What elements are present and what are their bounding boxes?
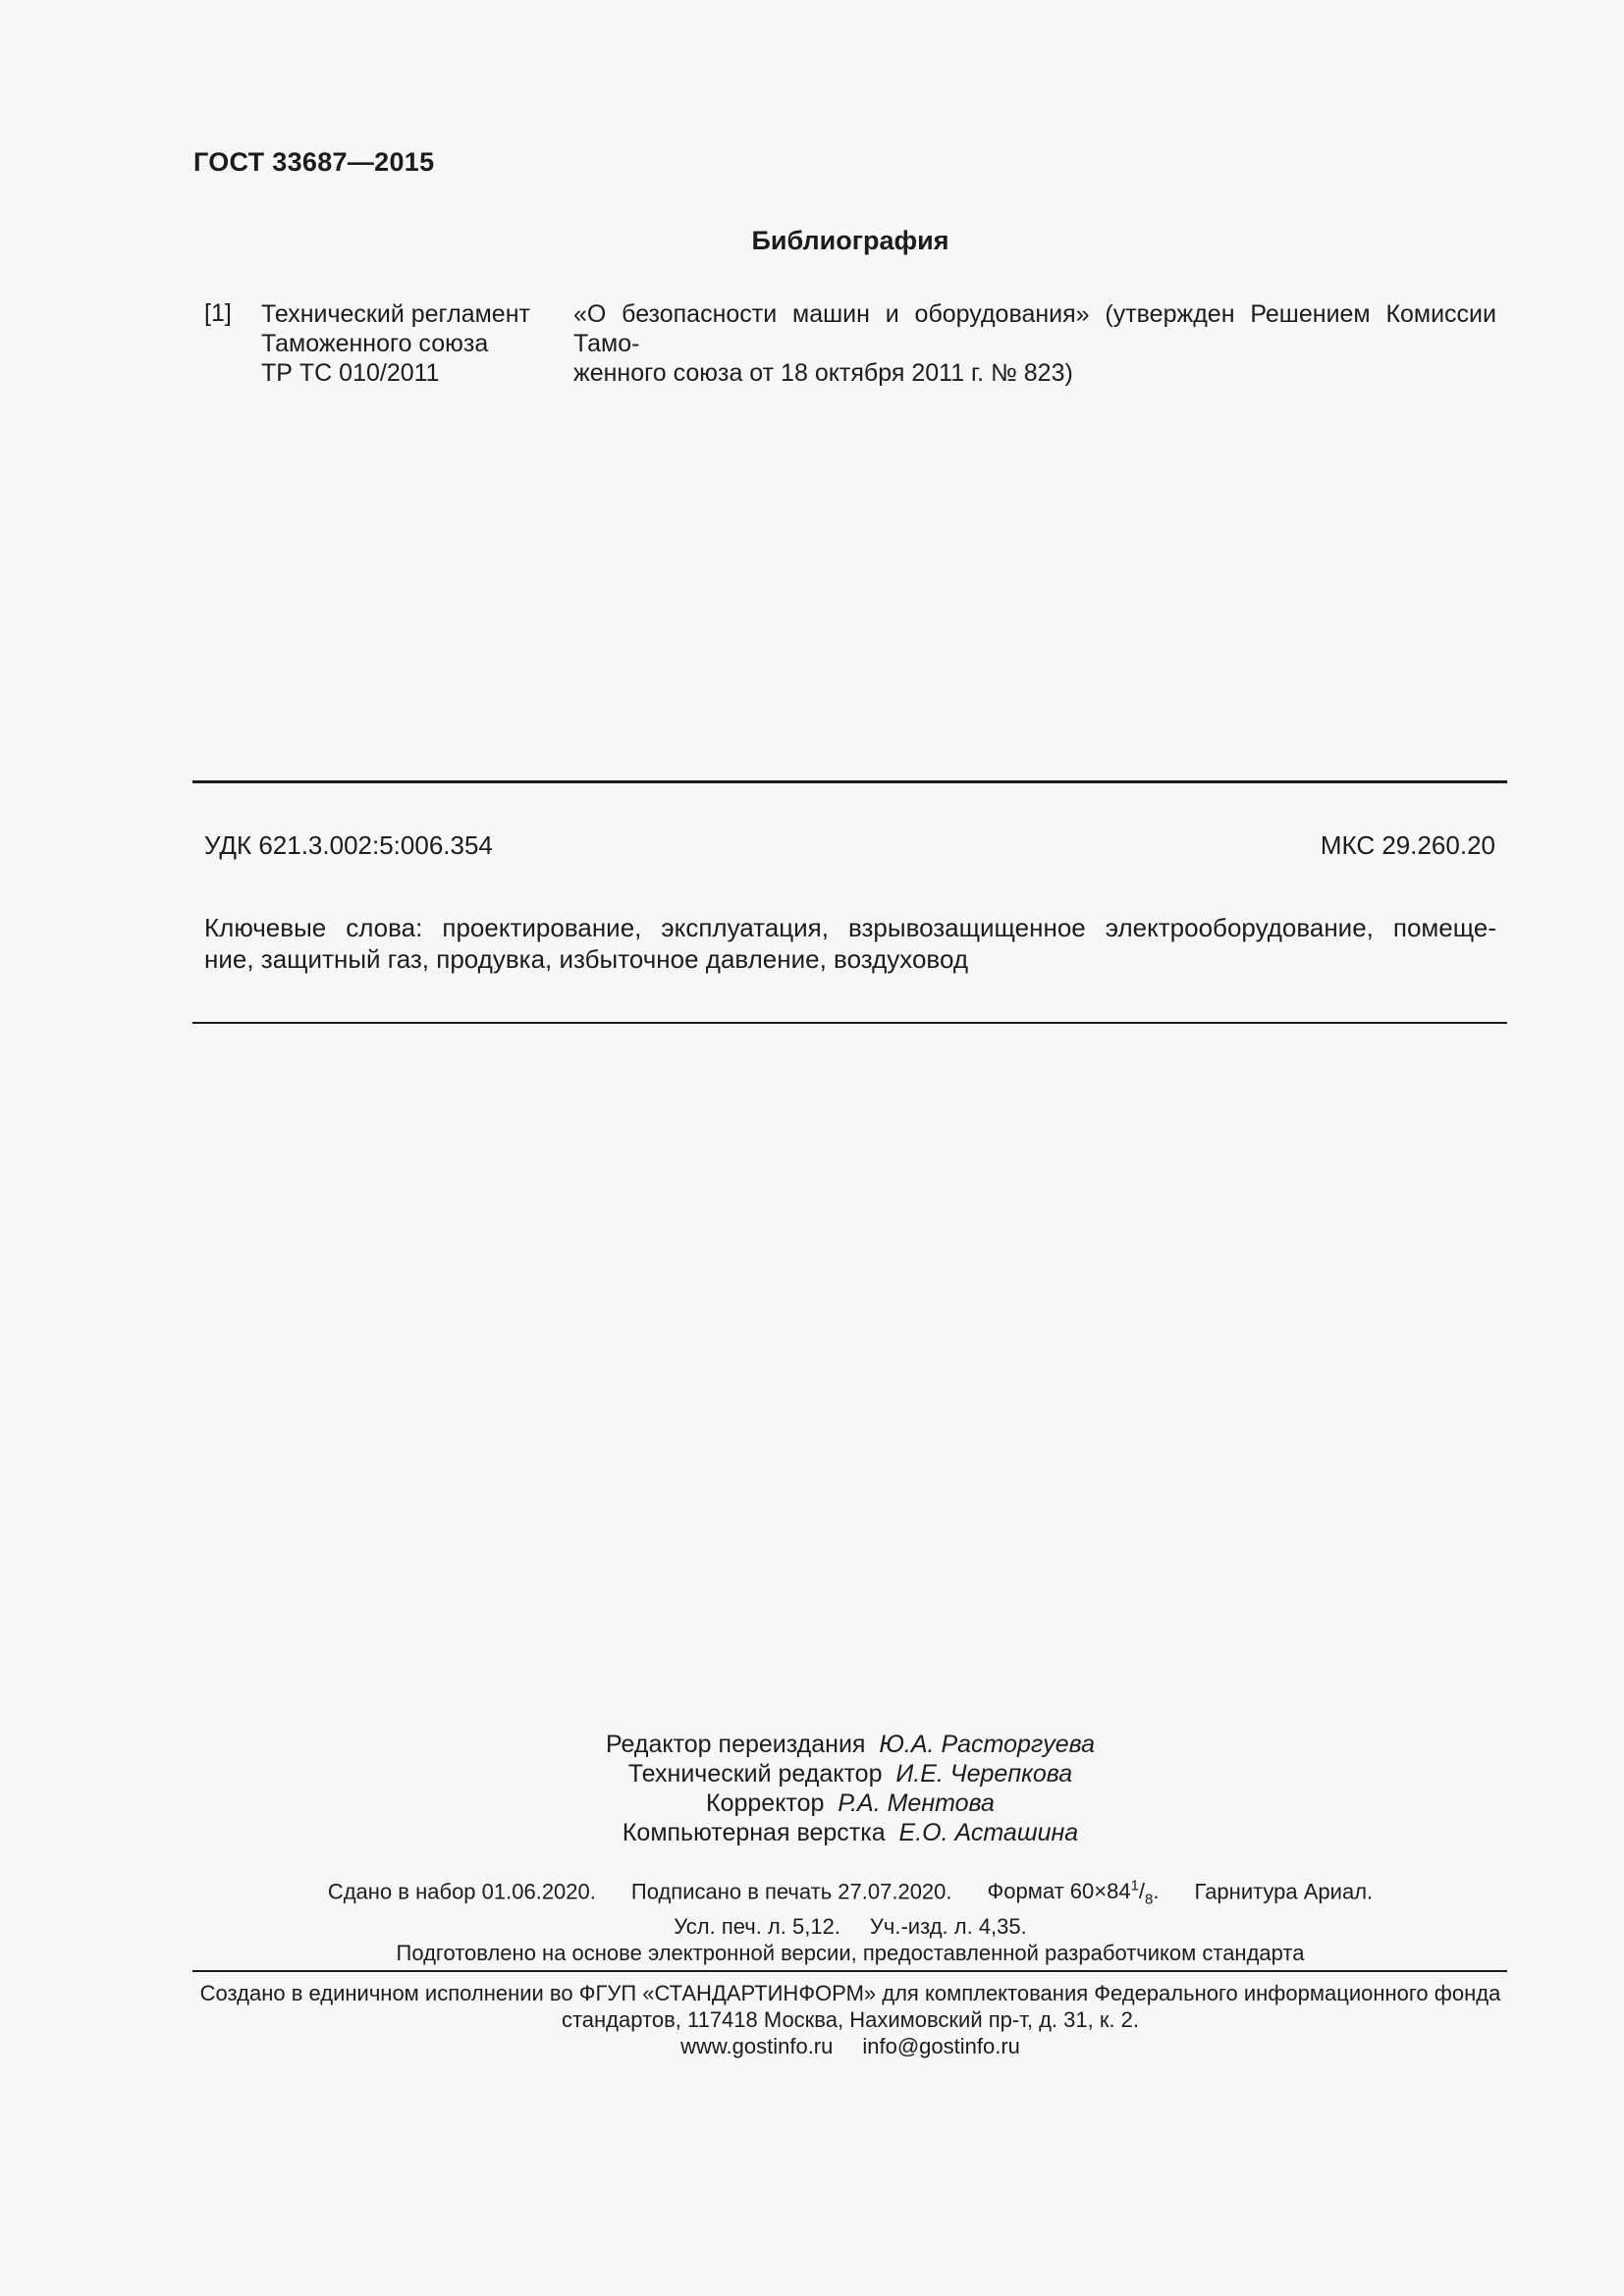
signed-date: Подписано в печать 27.07.2020. xyxy=(630,1879,952,1904)
submitted-date: Сдано в набор 01.06.2020. xyxy=(327,1879,596,1904)
reference-description-line: «О безопасности машин и оборудования» (утвержден Решением Комиссии Тамо- xyxy=(573,300,1496,357)
credit-role: Компьютерная верстка xyxy=(622,1819,886,1846)
reference-source-line: Технический регламент xyxy=(261,300,530,328)
edit-sheets: Уч.-изд. л. 4,35. xyxy=(869,1913,1027,1939)
keywords xyxy=(204,912,1496,975)
publisher-contacts xyxy=(0,2033,1624,2059)
email-link[interactable]: info@gostinfo.ru xyxy=(862,2034,1020,2058)
credit-role: Корректор xyxy=(706,1789,825,1817)
section-divider xyxy=(192,1022,1507,1024)
prepared-note: Подготовлено на основе электронной версии, предоставленной разработчиком стандарта xyxy=(396,1940,1305,1965)
credit-line xyxy=(0,1818,1624,1847)
print-sheets: Усл. печ. л. 5,12. xyxy=(674,1913,840,1939)
credit-name: Ю.А. Расторгуева xyxy=(879,1731,1096,1758)
reference-number: [1] xyxy=(204,299,232,327)
reference-description xyxy=(573,299,1496,388)
keywords-line: Ключевые слова: проектирование, эксплуатация, взрывозащищенное электрооборудование, помеще- xyxy=(204,913,1496,942)
credit-role: Технический редактор xyxy=(627,1760,883,1788)
credit-line xyxy=(0,1759,1624,1789)
print-info-line xyxy=(0,1873,1624,1913)
typeface: Гарнитура Ариал. xyxy=(1194,1879,1374,1904)
keywords-line: ние, защитный газ, продувка, избыточное давление, воздуховод xyxy=(204,944,969,974)
bibliography-title: Библиография xyxy=(751,226,949,255)
mks-code: МКС 29.260.20 xyxy=(1320,830,1495,860)
credits-block xyxy=(0,1730,1624,1847)
credit-name: Р.А. Ментова xyxy=(838,1789,995,1817)
credit-role: Редактор переиздания xyxy=(605,1731,866,1758)
print-info xyxy=(0,1873,1624,1966)
website-link[interactable]: www.gostinfo.ru xyxy=(680,2034,834,2058)
publisher-line: Создано в единичном исполнении во ФГУП «СТАНДАРТИНФОРМ» для комплектования Федерального информационного фонда xyxy=(199,1981,1501,2005)
udk-code: УДК 621.3.002:5:006.354 xyxy=(204,830,493,860)
paper-format: Формат $60\times 84^1/_8$. xyxy=(987,1878,1160,1908)
publisher-line: стандартов, 117418 Москва, Нахимовский пр-т, д. 31, к. 2. xyxy=(561,2007,1140,2032)
section-divider xyxy=(192,1970,1507,1972)
credit-line xyxy=(0,1730,1624,1759)
reference-source-line: ТР ТС 010/2011 xyxy=(261,359,440,387)
credit-name: Е.О. Асташина xyxy=(898,1819,1079,1846)
section-divider xyxy=(192,780,1507,783)
credit-name: И.Е. Черепкова xyxy=(895,1760,1073,1788)
reference-source-line: Таможенного союза xyxy=(261,330,489,357)
reference-description-line: женного союза от 18 октября 2011 г. № 823) xyxy=(573,359,1073,387)
document-code: ГОСТ 33687—2015 xyxy=(193,147,435,177)
credit-line xyxy=(0,1789,1624,1818)
publisher-info xyxy=(0,1980,1624,2059)
print-info-line xyxy=(0,1913,1624,1940)
reference-source xyxy=(261,299,556,388)
